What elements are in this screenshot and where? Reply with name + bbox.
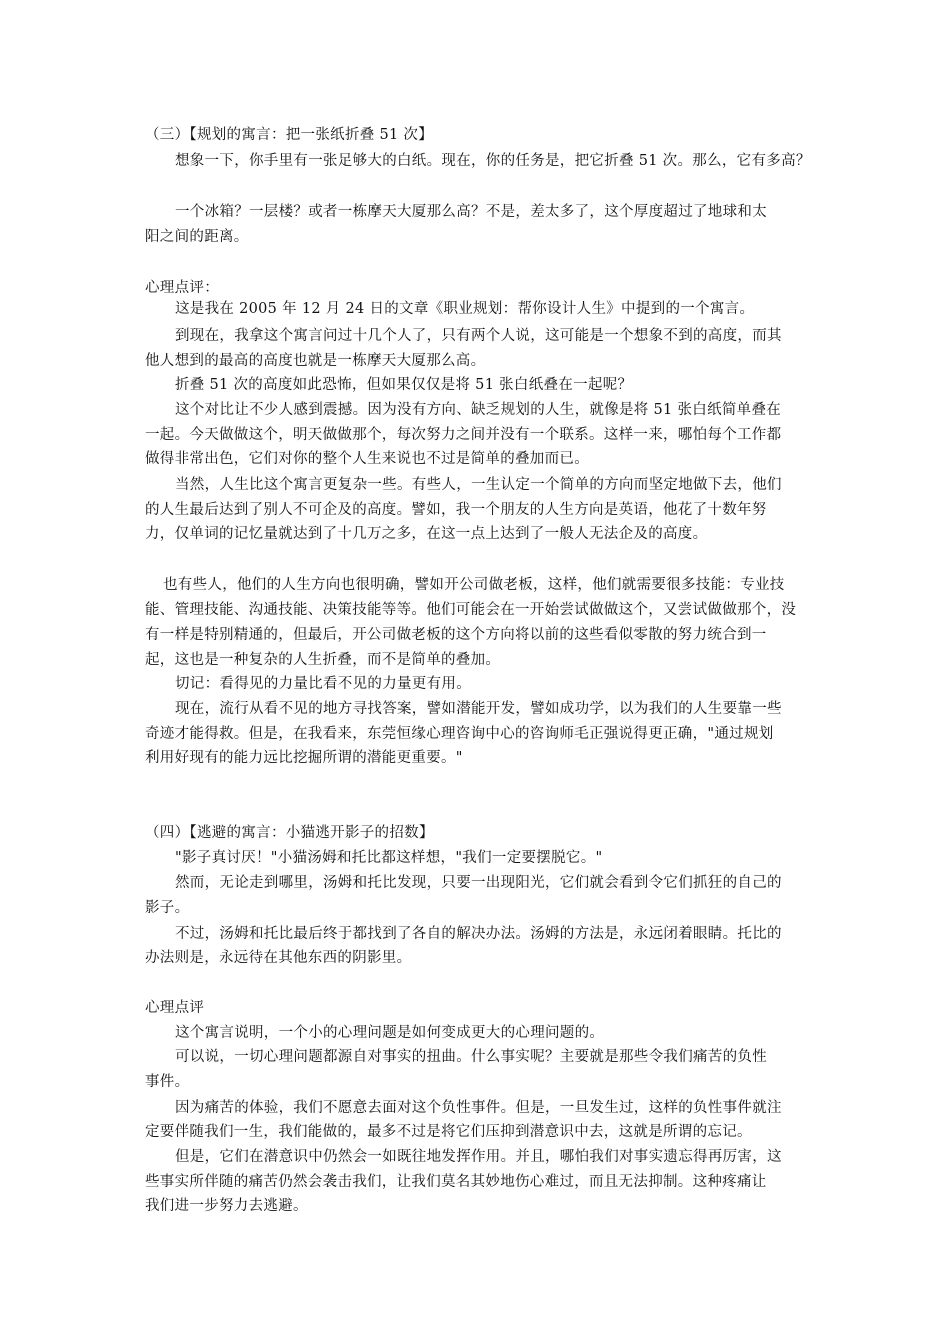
section3-heading: （三）【规划的寓言：把一张纸折叠 51 次】: [145, 127, 434, 143]
section4-paragraph3-line1: 不过，汤姆和托比最后终于都找到了各自的解决办法。汤姆的方法是，永远闭着眼睛。托比的: [175, 926, 782, 942]
section3-answer-line1: 一个冰箱？一层楼？或者一栋摩天大厦那么高？不是，差太多了，这个厚度超过了地球和太: [175, 204, 767, 220]
section4-paragraph1: "影子真讨厌！"小猫汤姆和托比都这样想，"我们一定要摆脱它。": [175, 850, 603, 866]
section4-paragraph3-line2: 办法则是，永远待在其他东西的阴影里。: [145, 950, 412, 966]
section4-comment-paragraph4-line1: 但是，它们在潜意识中仍然会一如既往地发挥作用。并且，哪怕我们对事实遗忘得再厉害，这: [175, 1149, 782, 1165]
section3-paragraph3: 折叠 51 次的高度如此恐怖，但如果仅仅是将 51 张白纸叠在一起呢？: [175, 377, 633, 393]
section3-paragraph4-line1: 这个对比让不少人感到震撼。因为没有方向、缺乏规划的人生，就像是将 51 张白纸简单叠在: [175, 402, 782, 418]
section4-heading: （四）【逃避的寓言：小猫逃开影子的招数】: [145, 825, 434, 841]
section4-comment-paragraph1: 这个寓言说明，一个小的心理问题是如何变成更大的心理问题的。: [175, 1025, 605, 1041]
section3-paragraph5-line3: 力，仅单词的记忆量就达到了十几万之多，在这一点上达到了一般人无法企及的高度。: [145, 526, 708, 542]
section3-paragraph2-line2: 他人想到的最高的高度也就是一栋摩天大厦那么高。: [145, 353, 486, 369]
section4-comment-paragraph3-line2: 定要伴随我们一生，我们能做的，最多不过是将它们压抑到潜意识中去，这就是所谓的忘记。: [145, 1124, 752, 1140]
section3-paragraph8-line1: 现在，流行从看不见的地方寻找答案，譬如潜能开发，譬如成功学，以为我们的人生要靠一些: [175, 701, 782, 717]
section3-paragraph1: 这是我在 2005 年 12 月 24 日的文章《职业规划：帮你设计人生》中提到的一个寓言。: [175, 301, 755, 317]
section4-comment-paragraph3-line1: 因为痛苦的体验，我们不愿意去面对这个负性事件。但是，一旦发生过，这样的负性事件就注: [175, 1100, 782, 1116]
section3-paragraph5-line2: 的人生最后达到了别人不可企及的高度。譬如，我一个朋友的人生方向是英语，他花了十数年努: [145, 502, 767, 518]
section4-comment-title: 心理点评: [145, 1000, 205, 1016]
section4-paragraph2-line2: 影子。: [145, 900, 190, 916]
section4-paragraph2-line1: 然而，无论走到哪里，汤姆和托比发现，只要一出现阳光，它们就会看到令它们抓狂的自己的: [175, 875, 782, 891]
section3-paragraph4-line3: 做得非常出色，它们对你的整个人生来说也不过是简单的叠加而已。: [145, 451, 589, 467]
section3-answer-line2: 阳之间的距离。: [145, 229, 249, 245]
section4-comment-paragraph2-line1: 可以说，一切心理问题都源自对事实的扭曲。什么事实呢？主要就是那些令我们痛苦的负性: [175, 1049, 767, 1065]
section4-comment-paragraph4-line3: 我们进一步努力去逃避。: [145, 1198, 308, 1214]
section3-paragraph6-line4: 起，这也是一种复杂的人生折叠，而不是简单的叠加。: [145, 652, 501, 668]
section3-paragraph8-line3: 利用好现有的能力远比挖掘所谓的潜能更重要。": [145, 750, 463, 766]
section3-paragraph5-line1: 当然，人生比这个寓言更复杂一些。有些人，一生认定一个简单的方向而坚定地做下去，他们: [175, 477, 782, 493]
section3-paragraph8-line2: 奇迹才能得救。但是，在我看来，东莞恒缘心理咨询中心的咨询师毛正强说得更正确，"通过规划: [145, 726, 774, 742]
section3-comment-title: 心理点评：: [145, 280, 219, 296]
section4-comment-paragraph4-line2: 些事实所伴随的痛苦仍然会袭击我们，让我们莫名其妙地伤心难过，而且无法抑制。这种疼痛让: [145, 1174, 767, 1190]
section3-paragraph6-line1: 也有些人，他们的人生方向也很明确，譬如开公司做老板，这样，他们就需要很多技能：专业技: [163, 577, 785, 593]
section3-paragraph6-line2: 能、管理技能、沟通技能、决策技能等等。他们可能会在一开始尝试做做这个，又尝试做做那个，没: [145, 602, 797, 618]
section3-paragraph7: 切记：看得见的力量比看不见的力量更有用。: [175, 676, 471, 692]
section3-paragraph2-line1: 到现在，我拿这个寓言问过十几个人了，只有两个人说，这可能是一个想象不到的高度，而其: [175, 328, 782, 344]
section4-comment-paragraph2-line2: 事件。: [145, 1074, 190, 1090]
section3-paragraph6-line3: 有一样是特别精通的，但最后，开公司做老板的这个方向将以前的这些看似零散的努力统合到一: [145, 627, 767, 643]
section3-intro: 想象一下，你手里有一张足够大的白纸。现在，你的任务是，把它折叠 51 次。那么，它有多高？: [175, 153, 811, 169]
section3-paragraph4-line2: 一起。今天做做这个，明天做做那个，每次努力之间并没有一个联系。这样一来，哪怕每个工作都: [145, 427, 782, 443]
